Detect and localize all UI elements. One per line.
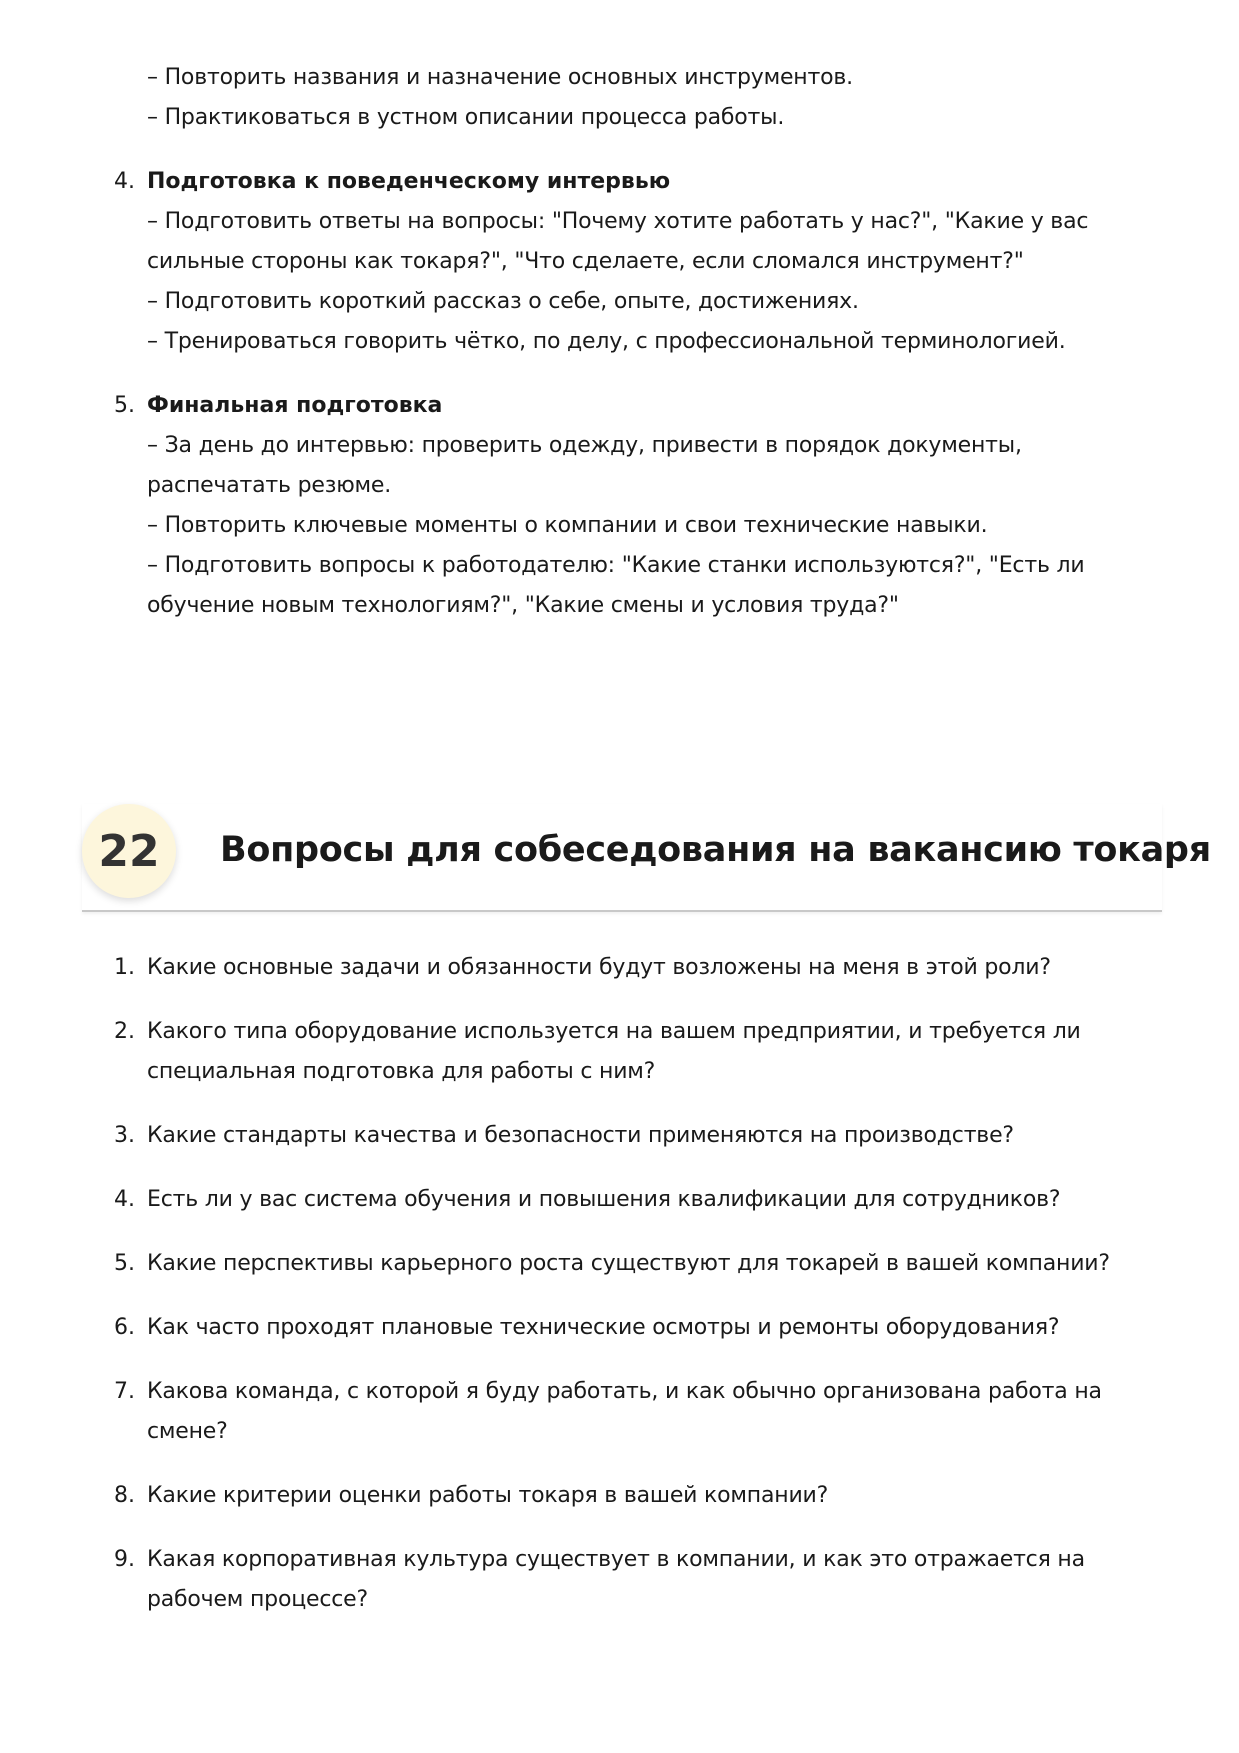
question-text: Какая корпоративная культура существует в компании, и как это отражается на: [147, 1547, 1085, 1572]
preparation-list: [114, 58, 1114, 626]
list-item: [114, 1372, 1114, 1452]
item-number: 4.: [114, 1187, 135, 1212]
section-title: Вопросы для собеседования на вакансию токаря: [220, 830, 1211, 870]
list-item: [114, 1180, 1114, 1220]
questions-list: [114, 948, 1114, 1644]
item-number: 3.: [114, 1123, 135, 1148]
question-text: Есть ли у вас система обучения и повышения квалификации для сотрудников?: [147, 1187, 1061, 1212]
question-text: Какого типа оборудование используется на вашем предприятии, и требуется ли: [147, 1019, 1081, 1044]
item-title: Подготовка к поведенческому интервью: [147, 169, 671, 194]
item-number: 4.: [114, 169, 135, 194]
list-line: – Практиковаться в устном описании процесса работы.: [147, 105, 785, 130]
item-number: 6.: [114, 1315, 135, 1340]
item-number: 9.: [114, 1547, 135, 1572]
item-title: Финальная подготовка: [147, 393, 443, 418]
question-text: Как часто проходят плановые технические осмотры и ремонты оборудования?: [147, 1315, 1060, 1340]
question-text: специальная подготовка для работы с ним?: [147, 1059, 656, 1084]
list-item: [114, 948, 1114, 988]
question-text: смене?: [147, 1419, 228, 1444]
list-line: сильные стороны как токаря?", "Что сделаете, если сломался инструмент?": [147, 249, 1024, 274]
list-line: – Подготовить короткий рассказ о себе, опыте, достижениях.: [147, 289, 859, 314]
list-item: [114, 1012, 1114, 1092]
question-text: Какова команда, с которой я буду работать, и как обычно организована работа на: [147, 1379, 1102, 1404]
item-number: 7.: [114, 1379, 135, 1404]
list-line: – Подготовить ответы на вопросы: "Почему хотите работать у нас?", "Какие у вас: [147, 209, 1089, 234]
item-number: 5.: [114, 393, 135, 418]
list-line: – Повторить названия и назначение основных инструментов.: [147, 65, 853, 90]
prep-item-4: [114, 162, 1114, 362]
section-number-badge: 22: [82, 804, 176, 898]
item-number: 5.: [114, 1251, 135, 1276]
question-text: рабочем процессе?: [147, 1587, 368, 1612]
question-text: Какие критерии оценки работы токаря в вашей компании?: [147, 1483, 829, 1508]
question-text: Какие перспективы карьерного роста существуют для токарей в вашей компании?: [147, 1251, 1110, 1276]
item-number: 1.: [114, 955, 135, 980]
list-item: [114, 1476, 1114, 1516]
list-item: [114, 1540, 1114, 1620]
list-line: обучение новым технологиям?", "Какие смены и условия труда?": [147, 593, 899, 618]
list-item: [114, 1308, 1114, 1348]
list-item: [114, 1116, 1114, 1156]
list-line: – Повторить ключевые моменты о компании и свои технические навыки.: [147, 513, 988, 538]
prep-item-5: [114, 386, 1114, 626]
section-header: [82, 804, 1211, 912]
question-text: Какие основные задачи и обязанности будут возложены на меня в этой роли?: [147, 955, 1051, 980]
list-line: – Подготовить вопросы к работодателю: "Какие станки используются?", "Есть ли: [147, 553, 1085, 578]
list-line: – Тренироваться говорить чётко, по делу, с профессиональной терминологией.: [147, 329, 1066, 354]
item-number: 8.: [114, 1483, 135, 1508]
question-text: Какие стандарты качества и безопасности применяются на производстве?: [147, 1123, 1014, 1148]
list-line: – За день до интервью: проверить одежду, привести в порядок документы,: [147, 433, 1022, 458]
item-number: 2.: [114, 1019, 135, 1044]
list-item: [114, 1244, 1114, 1284]
list-line: распечатать резюме.: [147, 473, 392, 498]
